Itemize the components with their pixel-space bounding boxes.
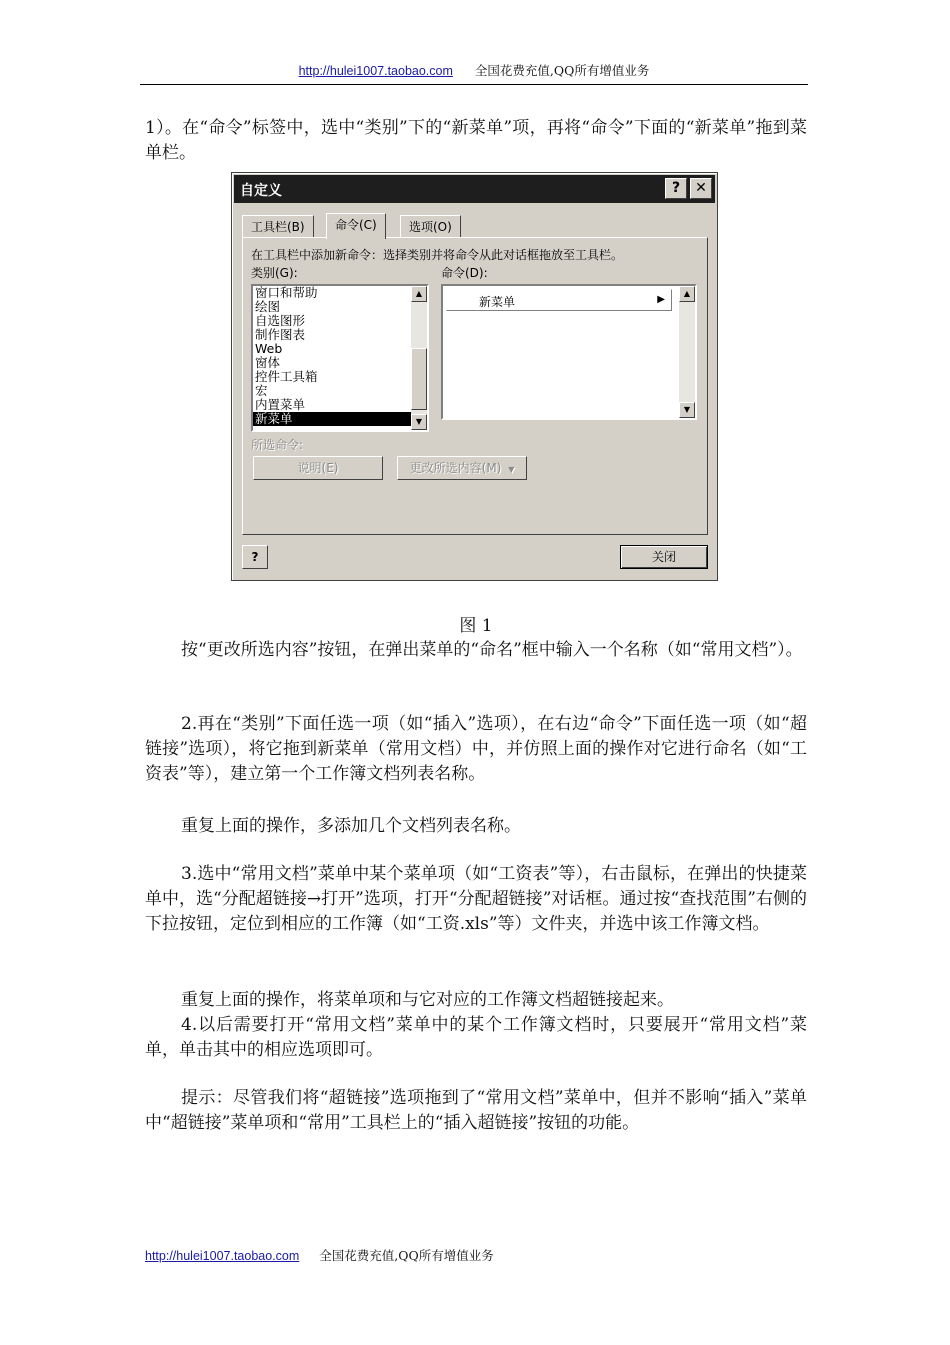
close-button[interactable]: 关闭 [620, 545, 708, 569]
description-button[interactable]: 说明(E) [253, 456, 383, 480]
commands-list[interactable] [441, 284, 697, 420]
category-list-item[interactable]: 绘图 [255, 299, 281, 314]
category-list-item[interactable]: 自选图形 [255, 313, 306, 328]
command-item-new-menu[interactable] [446, 289, 672, 311]
modify-selection-label: 更改所选内容(M) [409, 461, 502, 475]
header-text: 全国花费充值,QQ所有增值业务 [474, 63, 650, 78]
close-icon[interactable]: ✕ [690, 178, 712, 199]
category-list-item[interactable]: 内置菜单 [255, 397, 306, 412]
tab-toolbars[interactable]: 工具栏(B) [242, 215, 314, 237]
figure-caption: 图 1 [459, 616, 493, 636]
category-list-item[interactable]: 新菜单 [253, 412, 427, 426]
command-item-label: 新菜单 [479, 295, 516, 309]
footer-text: 全国花费充值,QQ所有增值业务 [319, 1248, 494, 1263]
help-icon[interactable]: ? [665, 178, 687, 199]
category-list-item[interactable]: 制作图表 [255, 327, 306, 342]
paragraph-8: 提示：尽管我们将“超链接”选项拖到了“常用文档”菜单中，但并不影响“插入”菜单中“超链接”菜单项和“常用”工具栏上的“插入超链接”按钮的功能。 [145, 1088, 807, 1133]
paragraph-5: 3.选中“常用文档”菜单中某个菜单项（如“工资表”等），右击鼠标，在弹出的快捷菜单中，选“分配超链接→打开”选项，打开“分配超链接”对话框。通过按“查找范围”右侧的下拉按钮，定位到相应的工作簿（如“工资.xls”等）文件夹，并选中该工作簿文档。 [145, 864, 807, 934]
category-list-item[interactable]: 窗体 [255, 355, 281, 370]
instruction-text: 在工具栏中添加新命令：选择类别并将命令从此对话框拖放至工具栏。 [251, 248, 624, 262]
tab-commands[interactable]: 命令(C) [326, 213, 386, 239]
paragraph-2: 按“更改所选内容”按钮，在弹出菜单的“命名”框中输入一个名称（如“常用文档”）。 [181, 640, 803, 660]
modify-selection-button[interactable] [397, 456, 527, 480]
tab-options[interactable]: 选项(O) [400, 215, 461, 237]
dialog-titlebar [234, 175, 715, 203]
paragraph-7: 4.以后需要打开“常用文档”菜单中的某个工作簿文档时，只要展开“常用文档”菜单，单击其中的相应选项即可。 [145, 1015, 807, 1060]
customize-dialog [231, 172, 718, 581]
header-link[interactable]: http://hulei1007.taobao.com [298, 64, 453, 78]
category-list-item[interactable]: 宏 [255, 383, 268, 398]
scroll-down-icon[interactable]: ▼ [679, 402, 695, 418]
category-list-item[interactable]: Web [255, 341, 283, 356]
commands-scrollbar[interactable] [679, 286, 695, 418]
selected-command-label: 所选命令: [251, 438, 304, 452]
scroll-up-icon[interactable]: ▲ [679, 286, 695, 302]
category-scrollbar[interactable] [411, 286, 427, 430]
scroll-thumb[interactable] [411, 348, 427, 410]
page-footer [145, 1247, 494, 1265]
commands-panel [242, 237, 708, 535]
paragraph-6: 重复上面的操作，将菜单项和与它对应的工作簿文档超链接起来。 [181, 990, 674, 1010]
category-list[interactable] [251, 284, 429, 432]
commands-label: 命令(D): [441, 266, 488, 280]
help-icon[interactable]: ? [242, 545, 268, 569]
category-list-item[interactable]: 窗口和帮助 [255, 285, 318, 300]
dropdown-arrow-icon: ▼ [508, 465, 515, 474]
scroll-down-icon[interactable]: ▼ [411, 414, 427, 430]
category-list-item[interactable]: 控件工具箱 [255, 369, 318, 384]
paragraph-1: 1）。在“命令”标签中，选中“类别”下的“新菜单”项，再将“命令”下面的“新菜单”拖到菜单栏。 [145, 118, 807, 163]
dialog-title: 自定义 [240, 183, 282, 199]
paragraph-4: 重复上面的操作，多添加几个文档列表名称。 [181, 816, 521, 836]
page-header [140, 62, 808, 85]
paragraph-3: 2.再在“类别”下面任选一项（如“插入”选项），在右边“命令”下面任选一项（如“超链接”选项），将它拖到新菜单（常用文档）中，并仿照上面的操作对它进行命名（如“工资表”等），建立第一个工作簿文档列表名称。 [145, 714, 807, 784]
submenu-arrow-icon: ▶ [657, 294, 665, 305]
footer-link[interactable]: http://hulei1007.taobao.com [145, 1249, 300, 1263]
scroll-up-icon[interactable]: ▲ [411, 286, 427, 302]
category-label: 类别(G): [251, 266, 298, 280]
